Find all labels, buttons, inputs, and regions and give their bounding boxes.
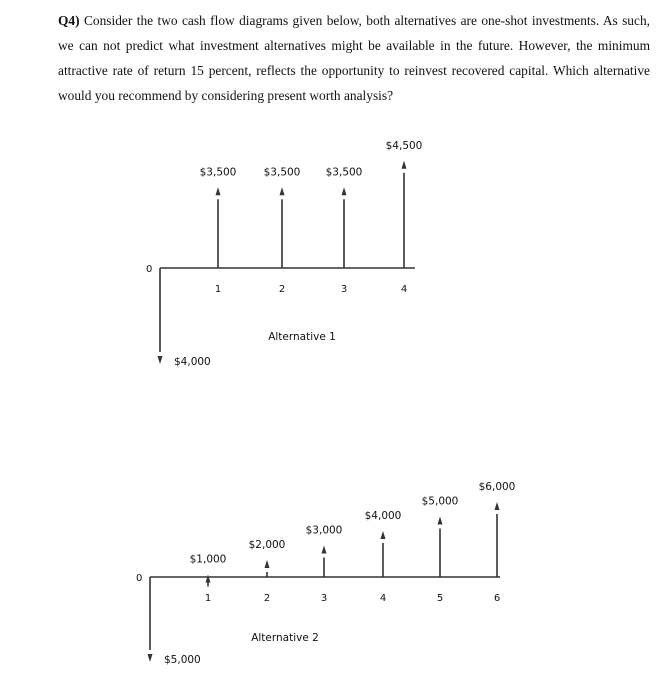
alt2-period-label: 1: [204, 593, 212, 604]
alt2-flow-arrow-head: [495, 502, 500, 510]
alt1-flow-label: $3,500: [325, 166, 363, 179]
alt2-flow-label: $6,000: [478, 481, 516, 493]
alt2-flow-arrow-head: [322, 546, 327, 554]
alt2-flow-label: $4,000: [364, 510, 402, 522]
question-body: Consider the two cash flow diagrams given below, both alternatives are one-shot investments. As such, we can not predict what investment alternatives might be available in the future. However, the minimum attractive rate of return 15 percent, reflects the opportunity to reinvest recovered capital. Which alternative would you recommend by considering present worth analysis?: [58, 13, 650, 103]
alt2-flow-label: $2,000: [248, 539, 286, 551]
alt1-flow-arrow-head: [280, 187, 285, 195]
alt2-flow-arrow-head: [438, 517, 443, 525]
alt1-flow-arrow-head: [342, 187, 347, 195]
alt1-investment-arrow-head: [158, 356, 163, 364]
alt1-period-label: 3: [340, 284, 348, 295]
alt1-period-label: 0: [146, 264, 153, 275]
alt2-period-label: 5: [436, 593, 444, 604]
alt2-flow-label: $5,000: [421, 495, 459, 508]
alt1-period-label: 1: [214, 284, 222, 295]
alt1-period-label: 2: [278, 284, 286, 295]
alt1-period-label: 4: [400, 284, 408, 295]
alt2-flow-label: $1,000: [189, 553, 227, 566]
alt1-flow-label: $3,500: [263, 166, 301, 179]
alt1-title: Alternative 1: [268, 331, 336, 343]
alt2-period-label: 6: [493, 593, 501, 604]
alt2-period-label: 2: [263, 593, 271, 604]
alt2-period-label: 3: [320, 593, 328, 604]
alt2-flow-arrow-head: [265, 560, 270, 568]
alt2-flow-arrow-head: [381, 531, 386, 539]
alt2-flow-arrow-head: [206, 575, 211, 583]
question-number: Q4): [58, 13, 80, 28]
alt2-investment-arrow-head: [148, 654, 153, 662]
alt1-flow-arrow-head: [402, 161, 407, 169]
alt2-period-label: 4: [379, 593, 387, 604]
alt2-investment-label: $5,000: [164, 654, 201, 666]
alt1-flow-label: $3,500: [199, 166, 237, 179]
alt1-flow-label: $4,500: [385, 139, 423, 152]
alt1-flow-arrow-head: [216, 187, 221, 195]
alt2-period-label: 0: [136, 573, 143, 584]
alt2-title: Alternative 2: [251, 632, 319, 644]
alt2-flow-label: $3,000: [305, 524, 343, 537]
alt1-investment-label: $4,000: [174, 356, 211, 368]
